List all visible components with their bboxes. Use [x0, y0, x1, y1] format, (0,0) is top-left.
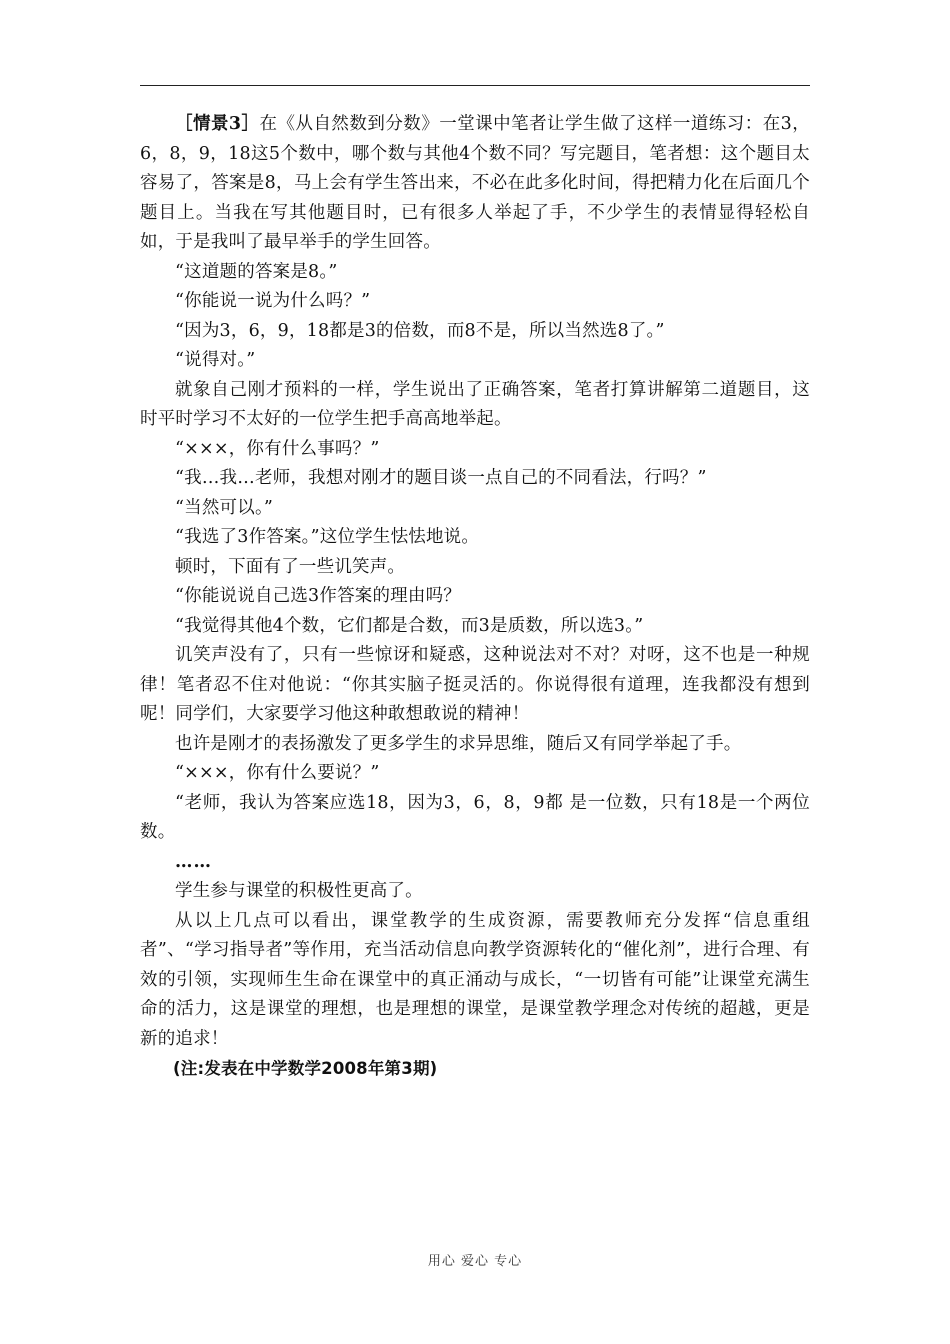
dialogue-line: “×××，你有什么事吗？”	[175, 438, 380, 459]
scenario-intro-text: 在《从自然数到分数》一堂课中笔者让学生做了这样一道练习：在3，6，8，9，18这5个数中，哪个数与其他4个数不同？写完题目，笔者想：这个题目太容易了，答案是8，马上会有学生答出来，不必在此多化时间，得把精力化在后面几个题目上。当我在写其他题目时，已有很多人举起了手，不少学生的表情显得轻松自如，于是我叫了最早举手的学生回答。	[140, 114, 810, 252]
dialogue-line: “当然可以。”	[175, 497, 274, 518]
dialogue-line: “我…我…老师，我想对刚才的题目谈一点自己的不同看法，行吗？”	[175, 468, 707, 488]
dialogue-line: “我选了3作答案。”这位学生怯怯地说。	[175, 527, 480, 547]
dialogue-line: “你能说一说为什么吗？”	[175, 291, 371, 311]
dialogue-line: “老师，我认为答案应选18，因为3，6，8，9都 是一位数，只有18是一个两位数。	[140, 792, 810, 842]
scenario-tag: ［情景3］	[175, 114, 260, 134]
dialogue-line: “因为3，6，9，18都是3的倍数，而8不是，所以当然选8了。”	[175, 320, 665, 341]
dialogue-line: “这道题的答案是8。”	[175, 261, 338, 282]
publication-note: (注:发表在中学数学2008年第3期)	[173, 1059, 438, 1078]
narrative-paragraph: 讥笑声没有了，只有一些惊讶和疑惑，这种说法对不对？对呀，这不也是一种规律！笔者忍不住对他说：“你其实脑子挺灵活的。你说得很有道理，连我都没有想到呢！同学们，大家要学习他这种敢想敢说的精神！	[140, 645, 810, 724]
page-footer: 用心 爱心 专心	[427, 1254, 523, 1269]
conclusion-paragraph: 从以上几点可以看出，课堂教学的生成资源，需要教师充分发挥“信息重组者”、“学习指导者”等作用，充当活动信息向教学资源转化的“催化剂”，进行合理、有效的引领，实现师生生命在课堂中的真正涌动与成长，“一切皆有可能”让课堂充满生命的活力，这是课堂的理想，也是理想的课堂，是课堂教学理念对传统的超越，更是新的追求！	[140, 910, 810, 1049]
scenario-intro-paragraph	[140, 110, 810, 258]
narrative-paragraph: 就象自己刚才预料的一样，学生说出了正确答案，笔者打算讲解第二道题目，这时平时学习不太好的一位学生把手高高地举起。	[140, 379, 810, 429]
header-rule	[140, 85, 810, 86]
closing-paragraph: 学生参与课堂的积极性更高了。	[175, 881, 423, 901]
dialogue-line: “说得对。”	[175, 350, 256, 370]
narrative-paragraph: 顿时，下面有了一些讥笑声。	[175, 556, 406, 577]
dialogue-line: “×××，你有什么要说？”	[175, 763, 380, 783]
narrative-paragraph: 也许是刚才的表扬激发了更多学生的求异思维，随后又有同学举起了手。	[175, 733, 742, 754]
dialogue-line: “你能说说自己选3作答案的理由吗？	[175, 586, 461, 606]
dialogue-line: “我觉得其他4个数，它们都是合数，而3是质数，所以选3。”	[175, 615, 644, 636]
document-body	[140, 110, 810, 1084]
ellipsis-line: ……	[175, 851, 212, 872]
